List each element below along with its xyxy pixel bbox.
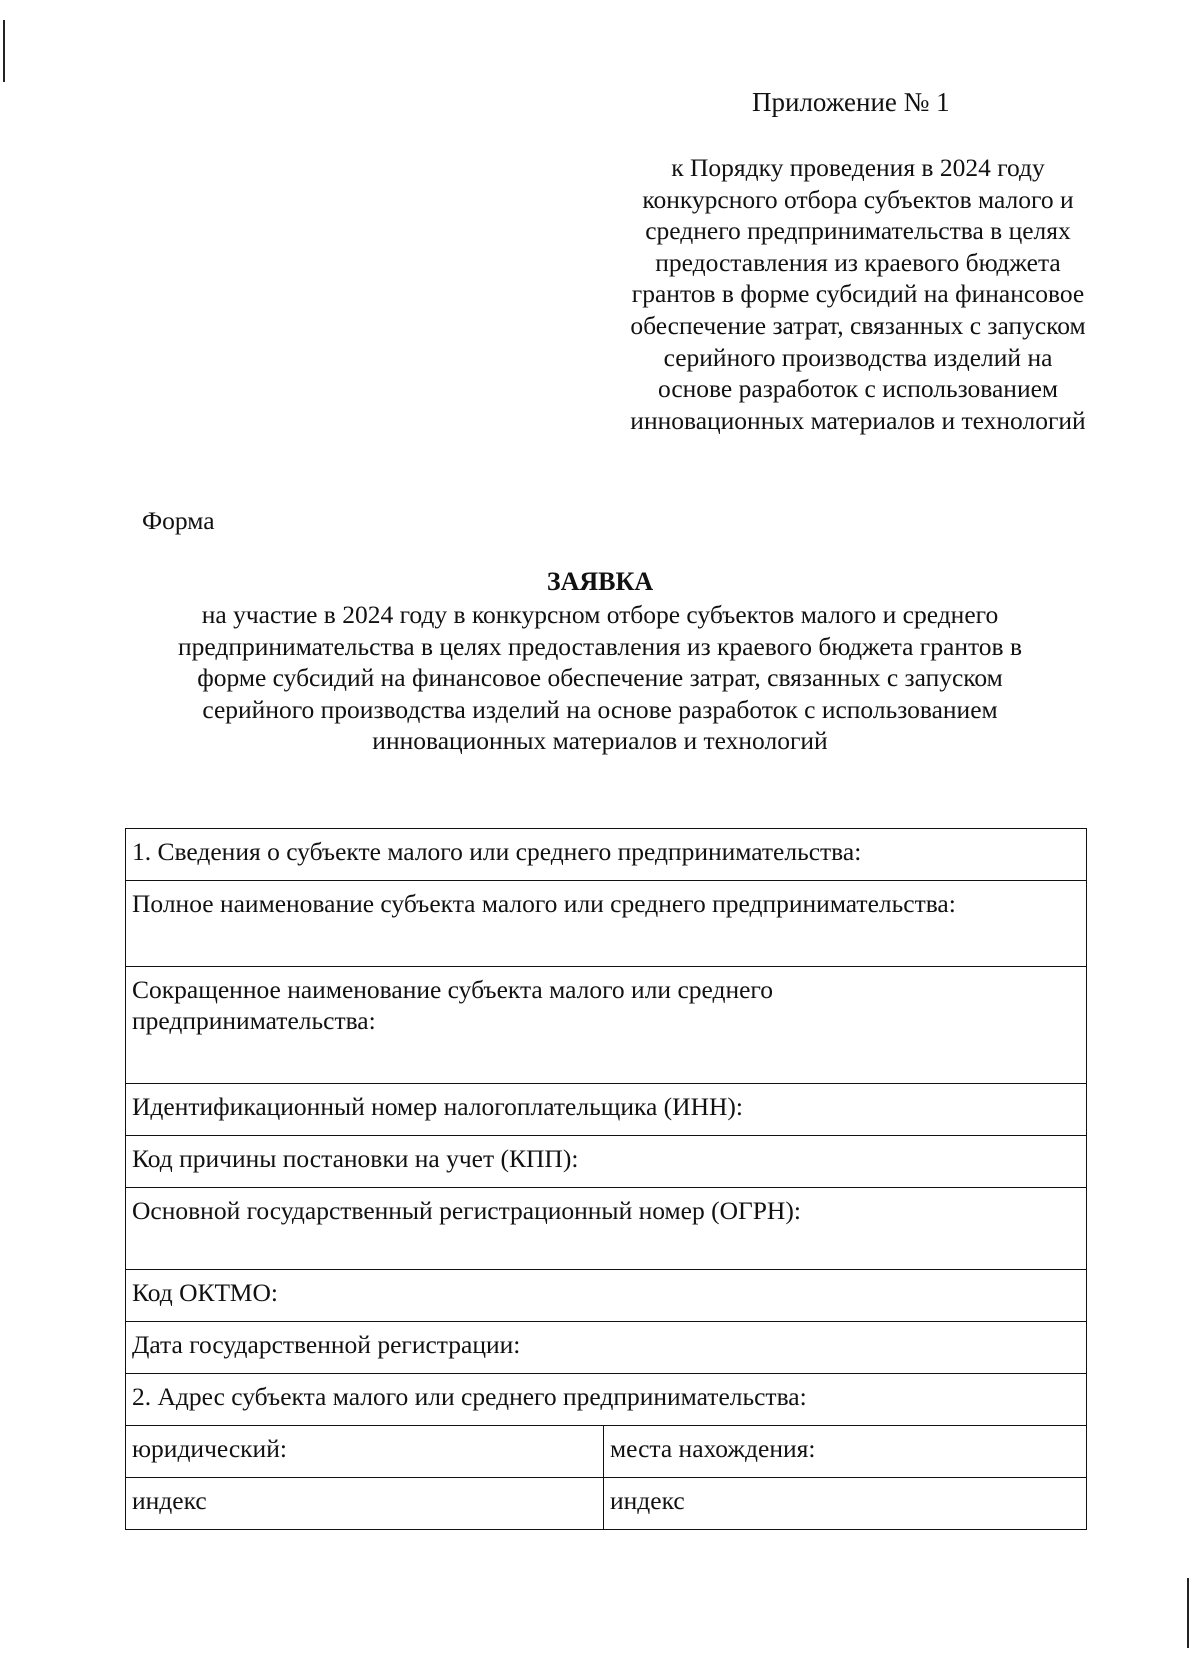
application-subtitle-line: инновационных материалов и технологий: [372, 726, 828, 756]
table-row: [126, 881, 1087, 967]
appendix-title: Приложение № 1: [752, 87, 950, 117]
short-name-label-line: предпринимательства:: [132, 1006, 376, 1035]
legal-address-label: юридический:: [132, 1434, 287, 1463]
appendix-subtitle-line: основе разработок с использованием: [657, 374, 1059, 404]
appendix-subtitle-line: к Порядку проведения в 2024 году: [671, 153, 1045, 182]
application-form-table: [125, 828, 1087, 1530]
legal-index-field[interactable]: [126, 1478, 604, 1530]
short-name-label-line: Сокращенное наименование субъекта малого или среднего: [132, 975, 774, 1004]
kpp-label: Код причины постановки на учет (КПП):: [132, 1144, 579, 1173]
location-index-label: индекс: [610, 1486, 685, 1515]
registration-date-field[interactable]: [126, 1322, 1087, 1374]
section1-header-cell: [126, 829, 1087, 881]
ogrn-label: Основной государственный регистрационный номер (ОГРН):: [132, 1196, 801, 1225]
appendix-subtitle-line: серийного производства изделий на: [663, 342, 1053, 372]
full-name-field[interactable]: [126, 881, 1087, 967]
table-row: [126, 967, 1087, 1084]
table-row: [126, 1374, 1087, 1426]
application-subtitle-line: предпринимательства в целях предоставления из краевого бюджета грантов в: [178, 631, 1022, 661]
legal-address-field[interactable]: [126, 1426, 604, 1478]
appendix-subtitle-line: инновационных материалов и технологий: [630, 405, 1086, 435]
appendix-subtitle-line: грантов в форме субсидий на финансовое: [631, 279, 1085, 309]
oktmo-field[interactable]: [126, 1270, 1087, 1322]
registration-date-label: Дата государственной регистрации:: [132, 1330, 521, 1359]
oktmo-label: Код ОКТМО:: [132, 1278, 278, 1307]
application-subtitle-line: форме субсидий на финансовое обеспечение затрат, связанных с запуском: [197, 663, 1003, 693]
section2-header-cell: [126, 1374, 1087, 1426]
application-subtitle-line: серийного производства изделий на основе разработок с использованием: [202, 694, 998, 724]
appendix-subtitle-line: среднего предпринимательства в целях: [645, 216, 1071, 246]
location-address-label: места нахождения:: [610, 1434, 816, 1463]
full-name-label: Полное наименование субъекта малого или среднего предпринимательства:: [132, 889, 956, 918]
appendix-subtitle-line: предоставления из краевого бюджета: [655, 247, 1061, 277]
scan-edge-mark-left: [3, 20, 5, 82]
section1-header: 1. Сведения о субъекте малого или среднего предпринимательства:: [132, 837, 862, 866]
scan-edge-mark-right: [1187, 1578, 1189, 1648]
table-row: [126, 1270, 1087, 1322]
table-row: [126, 1136, 1087, 1188]
appendix-subtitle: [598, 152, 1118, 436]
table-row: [126, 1084, 1087, 1136]
location-index-field[interactable]: [604, 1478, 1087, 1530]
legal-index-label: индекс: [132, 1486, 207, 1515]
ogrn-field[interactable]: [126, 1188, 1087, 1270]
table-row: [126, 829, 1087, 881]
location-address-field[interactable]: [604, 1426, 1087, 1478]
application-title: ЗАЯВКА: [546, 567, 654, 596]
table-row: [126, 1188, 1087, 1270]
application-subtitle: [120, 599, 1080, 757]
short-name-field[interactable]: [126, 967, 1087, 1084]
table-row: [126, 1426, 1087, 1478]
appendix-subtitle-line: конкурсного отбора субъектов малого и: [642, 184, 1074, 214]
inn-label: Идентификационный номер налогоплательщика (ИНН):: [132, 1092, 743, 1121]
appendix-subtitle-line: обеспечение затрат, связанных с запуском: [630, 310, 1086, 340]
form-label: Форма: [142, 506, 215, 535]
table-row: [126, 1322, 1087, 1374]
table-row: [126, 1478, 1087, 1530]
section2-header: 2. Адрес субъекта малого или среднего предпринимательства:: [132, 1382, 807, 1411]
application-subtitle-line: на участие в 2024 году в конкурсном отборе субъектов малого и среднего: [201, 600, 999, 629]
inn-field[interactable]: [126, 1084, 1087, 1136]
kpp-field[interactable]: [126, 1136, 1087, 1188]
